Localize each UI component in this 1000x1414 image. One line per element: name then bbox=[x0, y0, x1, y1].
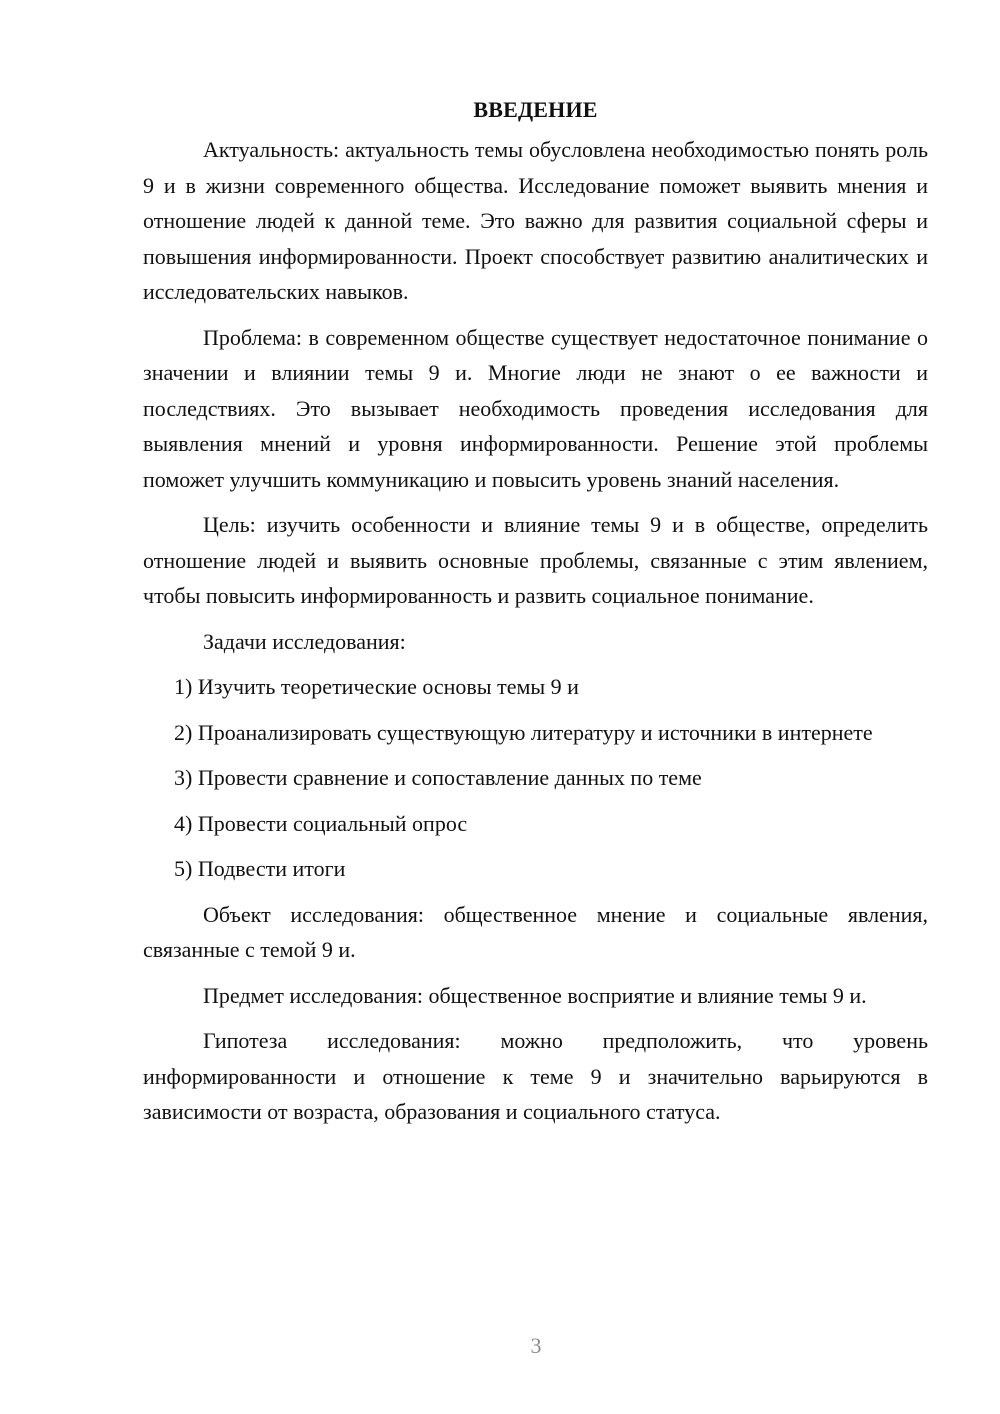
task-item: 5) Подвести итоги bbox=[174, 856, 346, 881]
task-item: 4) Провести социальный опрос bbox=[174, 810, 468, 836]
task-item: 1) Изучить теоретические основы темы 9 и bbox=[174, 674, 579, 699]
document-page bbox=[143, 92, 928, 1140]
object-paragraph: Объект исследования: общественное мнение и социальные явления, связанные с темой 9 и. bbox=[143, 901, 928, 962]
problem-paragraph: Проблема: в современном обществе существует недостаточное понимание о значении и влиянии темы 9 и. Многие люди не знают о ее важности и последствиях. Это вызывает необходимость проведения исследования для выявления мнений и уровня информированности. Решение этой проблемы поможет улучшить коммуникацию и повысить уровень знаний населения. bbox=[143, 324, 928, 492]
goal-paragraph: Цель: изучить особенности и влияние темы 9 и в обществе, определить отношение людей и выявить основные проблемы, связанные с этим явлением, чтобы повысить информированность и развить социальное понимание. bbox=[143, 512, 928, 608]
hypothesis-paragraph: Гипотеза исследования: можно предположить, что уровень информированности и отношение к теме 9 и значительно варьируются в зависимости от возраста, образования и социального статуса. bbox=[143, 1028, 928, 1124]
tasks-list bbox=[143, 669, 928, 887]
relevance-paragraph: Актуальность: актуальность темы обусловлена необходимостью понять роль 9 и в жизни современного общества. Исследование поможет выявить мнения и отношение людей к данной теме. Это важно для развития социальной сферы и повышения информированности. Проект способствует развитию аналитических и исследовательских навыков. bbox=[143, 137, 928, 304]
subject-paragraph: Предмет исследования: общественное восприятие и влияние темы 9 и. bbox=[203, 982, 867, 1008]
tasks-heading: Задачи исследования: bbox=[203, 628, 406, 654]
section-title: ВВЕДЕНИЕ bbox=[473, 97, 598, 122]
page-number: 3 bbox=[530, 1333, 542, 1358]
task-item: 2) Проанализировать существующую литературу и источники в интернете bbox=[174, 719, 873, 745]
task-item: 3) Провести сравнение и сопоставление данных по теме bbox=[174, 765, 702, 790]
